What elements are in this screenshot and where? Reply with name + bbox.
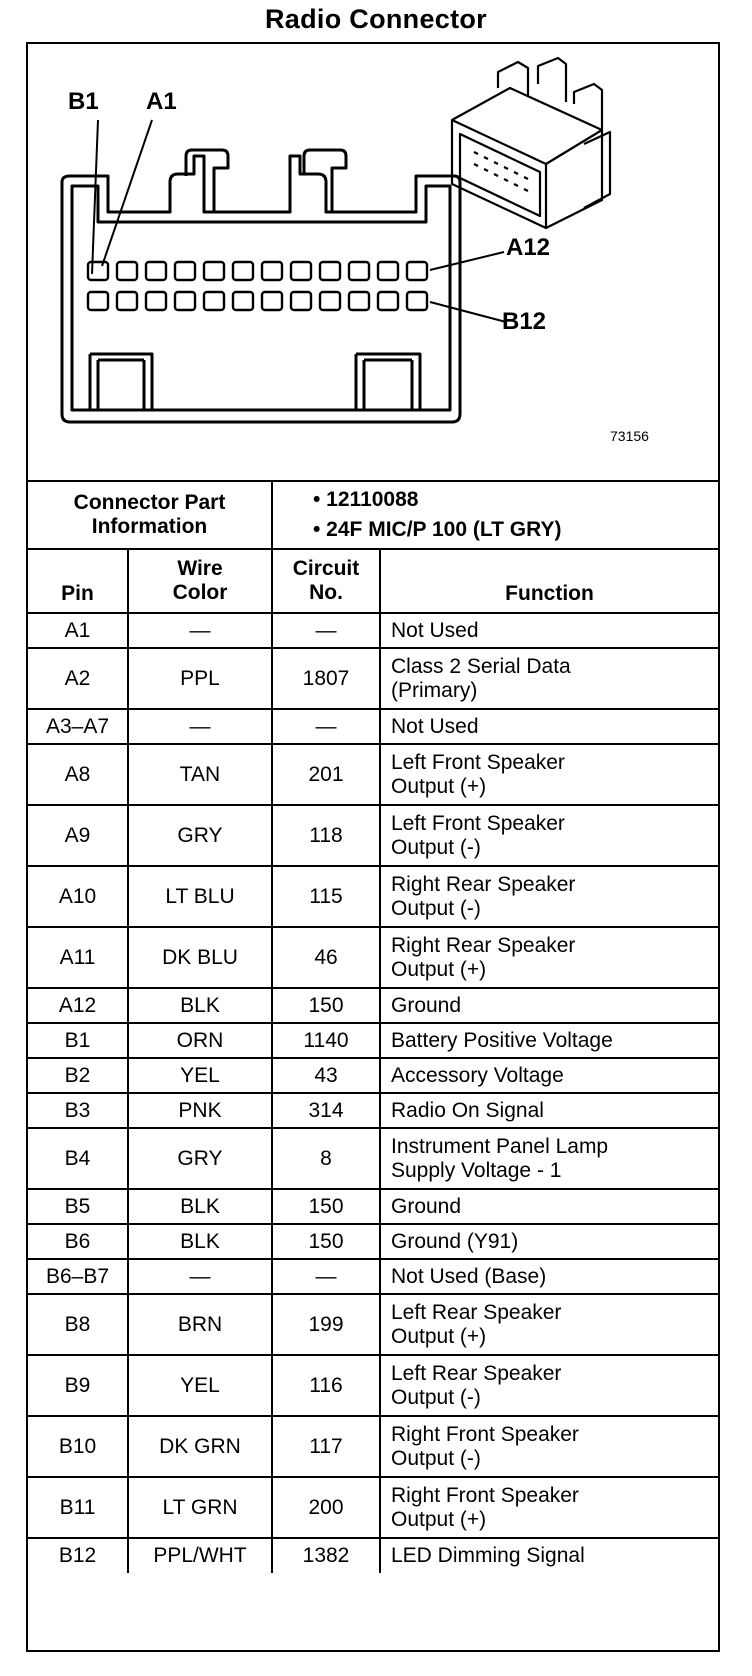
table-row (28, 1128, 718, 1189)
connector-iso-view (452, 58, 610, 228)
part-number: • 12110088 (313, 488, 419, 511)
table-row (28, 988, 718, 1023)
table-row (28, 613, 718, 648)
bottom-tab-right (356, 354, 420, 410)
wire-color-cell: GRY (128, 805, 272, 866)
wire-color-cell: DK BLU (128, 927, 272, 988)
pin-cell: B10 (28, 1416, 128, 1477)
connector-diagram (28, 44, 718, 480)
wire-color-cell: DK GRN (128, 1416, 272, 1477)
wire-color-cell: BRN (128, 1294, 272, 1355)
pin-cell: B3 (28, 1093, 128, 1128)
table-row (28, 805, 718, 866)
table-row (28, 866, 718, 927)
pin-cell: A1 (28, 613, 128, 648)
connector-type: • 24F MIC/P 100 (LT GRY) (313, 518, 562, 541)
function-cell: Right Front Speaker Output (+) (380, 1477, 718, 1538)
circuit-cell: 118 (272, 805, 380, 866)
circuit-cell: 115 (272, 866, 380, 927)
pin-cell: B2 (28, 1058, 128, 1093)
table-row (28, 1416, 718, 1477)
circuit-cell: 199 (272, 1294, 380, 1355)
function-cell: Battery Positive Voltage (380, 1023, 718, 1058)
circuit-cell: 201 (272, 744, 380, 805)
table-row (28, 1538, 718, 1573)
pin-cell: A11 (28, 927, 128, 988)
col-circuit: Circuit No. (272, 549, 380, 613)
table-row (28, 1224, 718, 1259)
function-cell: Not Used (Base) (380, 1259, 718, 1294)
function-cell: Ground (Y91) (380, 1224, 718, 1259)
wire-color-cell: BLK (128, 1189, 272, 1224)
function-cell: Accessory Voltage (380, 1058, 718, 1093)
wire-color-cell: — (128, 1259, 272, 1294)
circuit-cell: 150 (272, 988, 380, 1023)
latch-tab-left (186, 150, 228, 212)
pin-cell: A9 (28, 805, 128, 866)
function-cell: Right Front Speaker Output (-) (380, 1416, 718, 1477)
function-cell: Not Used (380, 709, 718, 744)
wire-color-cell: BLK (128, 988, 272, 1023)
table-row (28, 927, 718, 988)
wire-color-cell: GRY (128, 1128, 272, 1189)
wire-color-cell: LT BLU (128, 866, 272, 927)
function-cell: Left Rear Speaker Output (-) (380, 1355, 718, 1416)
connector-info-row (28, 481, 718, 549)
connector-info-items (272, 481, 718, 549)
function-cell: Class 2 Serial Data (Primary) (380, 648, 718, 709)
wire-color-cell: — (128, 709, 272, 744)
function-cell: Left Front Speaker Output (+) (380, 744, 718, 805)
function-cell: Not Used (380, 613, 718, 648)
page-title: Radio Connector (264, 4, 487, 34)
circuit-cell: 314 (272, 1093, 380, 1128)
circuit-cell: 1140 (272, 1023, 380, 1058)
circuit-cell: 117 (272, 1416, 380, 1477)
reference-number: 73156 (610, 428, 649, 444)
table-row (28, 648, 718, 709)
pin-cell: B4 (28, 1128, 128, 1189)
bottom-tab-left (90, 354, 152, 410)
function-cell: Right Rear Speaker Output (-) (380, 866, 718, 927)
col-pin: Pin (28, 549, 128, 613)
circuit-cell: 8 (272, 1128, 380, 1189)
label-a1: A1 (146, 88, 177, 115)
function-cell: Ground (380, 988, 718, 1023)
circuit-cell: 1382 (272, 1538, 380, 1573)
wire-color-cell: PPL (128, 648, 272, 709)
table-row (28, 1023, 718, 1058)
function-cell: LED Dimming Signal (380, 1538, 718, 1573)
function-cell: Right Rear Speaker Output (+) (380, 927, 718, 988)
label-b12: B12 (502, 308, 547, 335)
pin-cell: B5 (28, 1189, 128, 1224)
function-cell: Left Rear Speaker Output (+) (380, 1294, 718, 1355)
function-cell: Radio On Signal (380, 1093, 718, 1128)
label-b1: B1 (68, 88, 99, 115)
pin-cell: B12 (28, 1538, 128, 1573)
table-row (28, 1093, 718, 1128)
table-row (28, 1189, 718, 1224)
wire-color-cell: PPL/WHT (128, 1538, 272, 1573)
col-function: Function (380, 549, 718, 613)
function-cell: Left Front Speaker Output (-) (380, 805, 718, 866)
table-row (28, 1294, 718, 1355)
pinout-table (28, 480, 718, 1573)
wire-color-cell: — (128, 613, 272, 648)
table-row (28, 1477, 718, 1538)
table-row (28, 744, 718, 805)
connector-body-outline (62, 156, 460, 422)
wire-color-cell: YEL (128, 1058, 272, 1093)
wire-color-cell: BLK (128, 1224, 272, 1259)
table-row (28, 709, 718, 744)
wire-color-cell: YEL (128, 1355, 272, 1416)
circuit-cell: 43 (272, 1058, 380, 1093)
pin-cell: A10 (28, 866, 128, 927)
pin-cell: B8 (28, 1294, 128, 1355)
table-row (28, 1058, 718, 1093)
pin-cell: A2 (28, 648, 128, 709)
label-a12: A12 (506, 234, 551, 261)
wire-color-cell: LT GRN (128, 1477, 272, 1538)
circuit-cell: — (272, 613, 380, 648)
wire-color-cell: ORN (128, 1023, 272, 1058)
pin-cell: A8 (28, 744, 128, 805)
function-cell: Ground (380, 1189, 718, 1224)
circuit-cell: 116 (272, 1355, 380, 1416)
circuit-cell: 150 (272, 1224, 380, 1259)
pin-cell: A3–A7 (28, 709, 128, 744)
pin-cell: B6 (28, 1224, 128, 1259)
circuit-cell: — (272, 1259, 380, 1294)
column-header-row (28, 549, 718, 613)
connector-info-label: Connector Part Information (28, 481, 272, 549)
connector-sheet (26, 42, 720, 1652)
wire-color-cell: PNK (128, 1093, 272, 1128)
table-row (28, 1259, 718, 1294)
circuit-cell: 1807 (272, 648, 380, 709)
function-cell: Instrument Panel Lamp Supply Voltage - 1 (380, 1128, 718, 1189)
pin-cell: B6–B7 (28, 1259, 128, 1294)
col-wire-color: Wire Color (128, 549, 272, 613)
connector-face-drawing (28, 44, 718, 480)
pin-cell: B11 (28, 1477, 128, 1538)
circuit-cell: 200 (272, 1477, 380, 1538)
pin-cell: B1 (28, 1023, 128, 1058)
pin-cell: A12 (28, 988, 128, 1023)
table-row (28, 1355, 718, 1416)
wire-color-cell: TAN (128, 744, 272, 805)
circuit-cell: 46 (272, 927, 380, 988)
circuit-cell: 150 (272, 1189, 380, 1224)
pin-cell: B9 (28, 1355, 128, 1416)
circuit-cell: — (272, 709, 380, 744)
